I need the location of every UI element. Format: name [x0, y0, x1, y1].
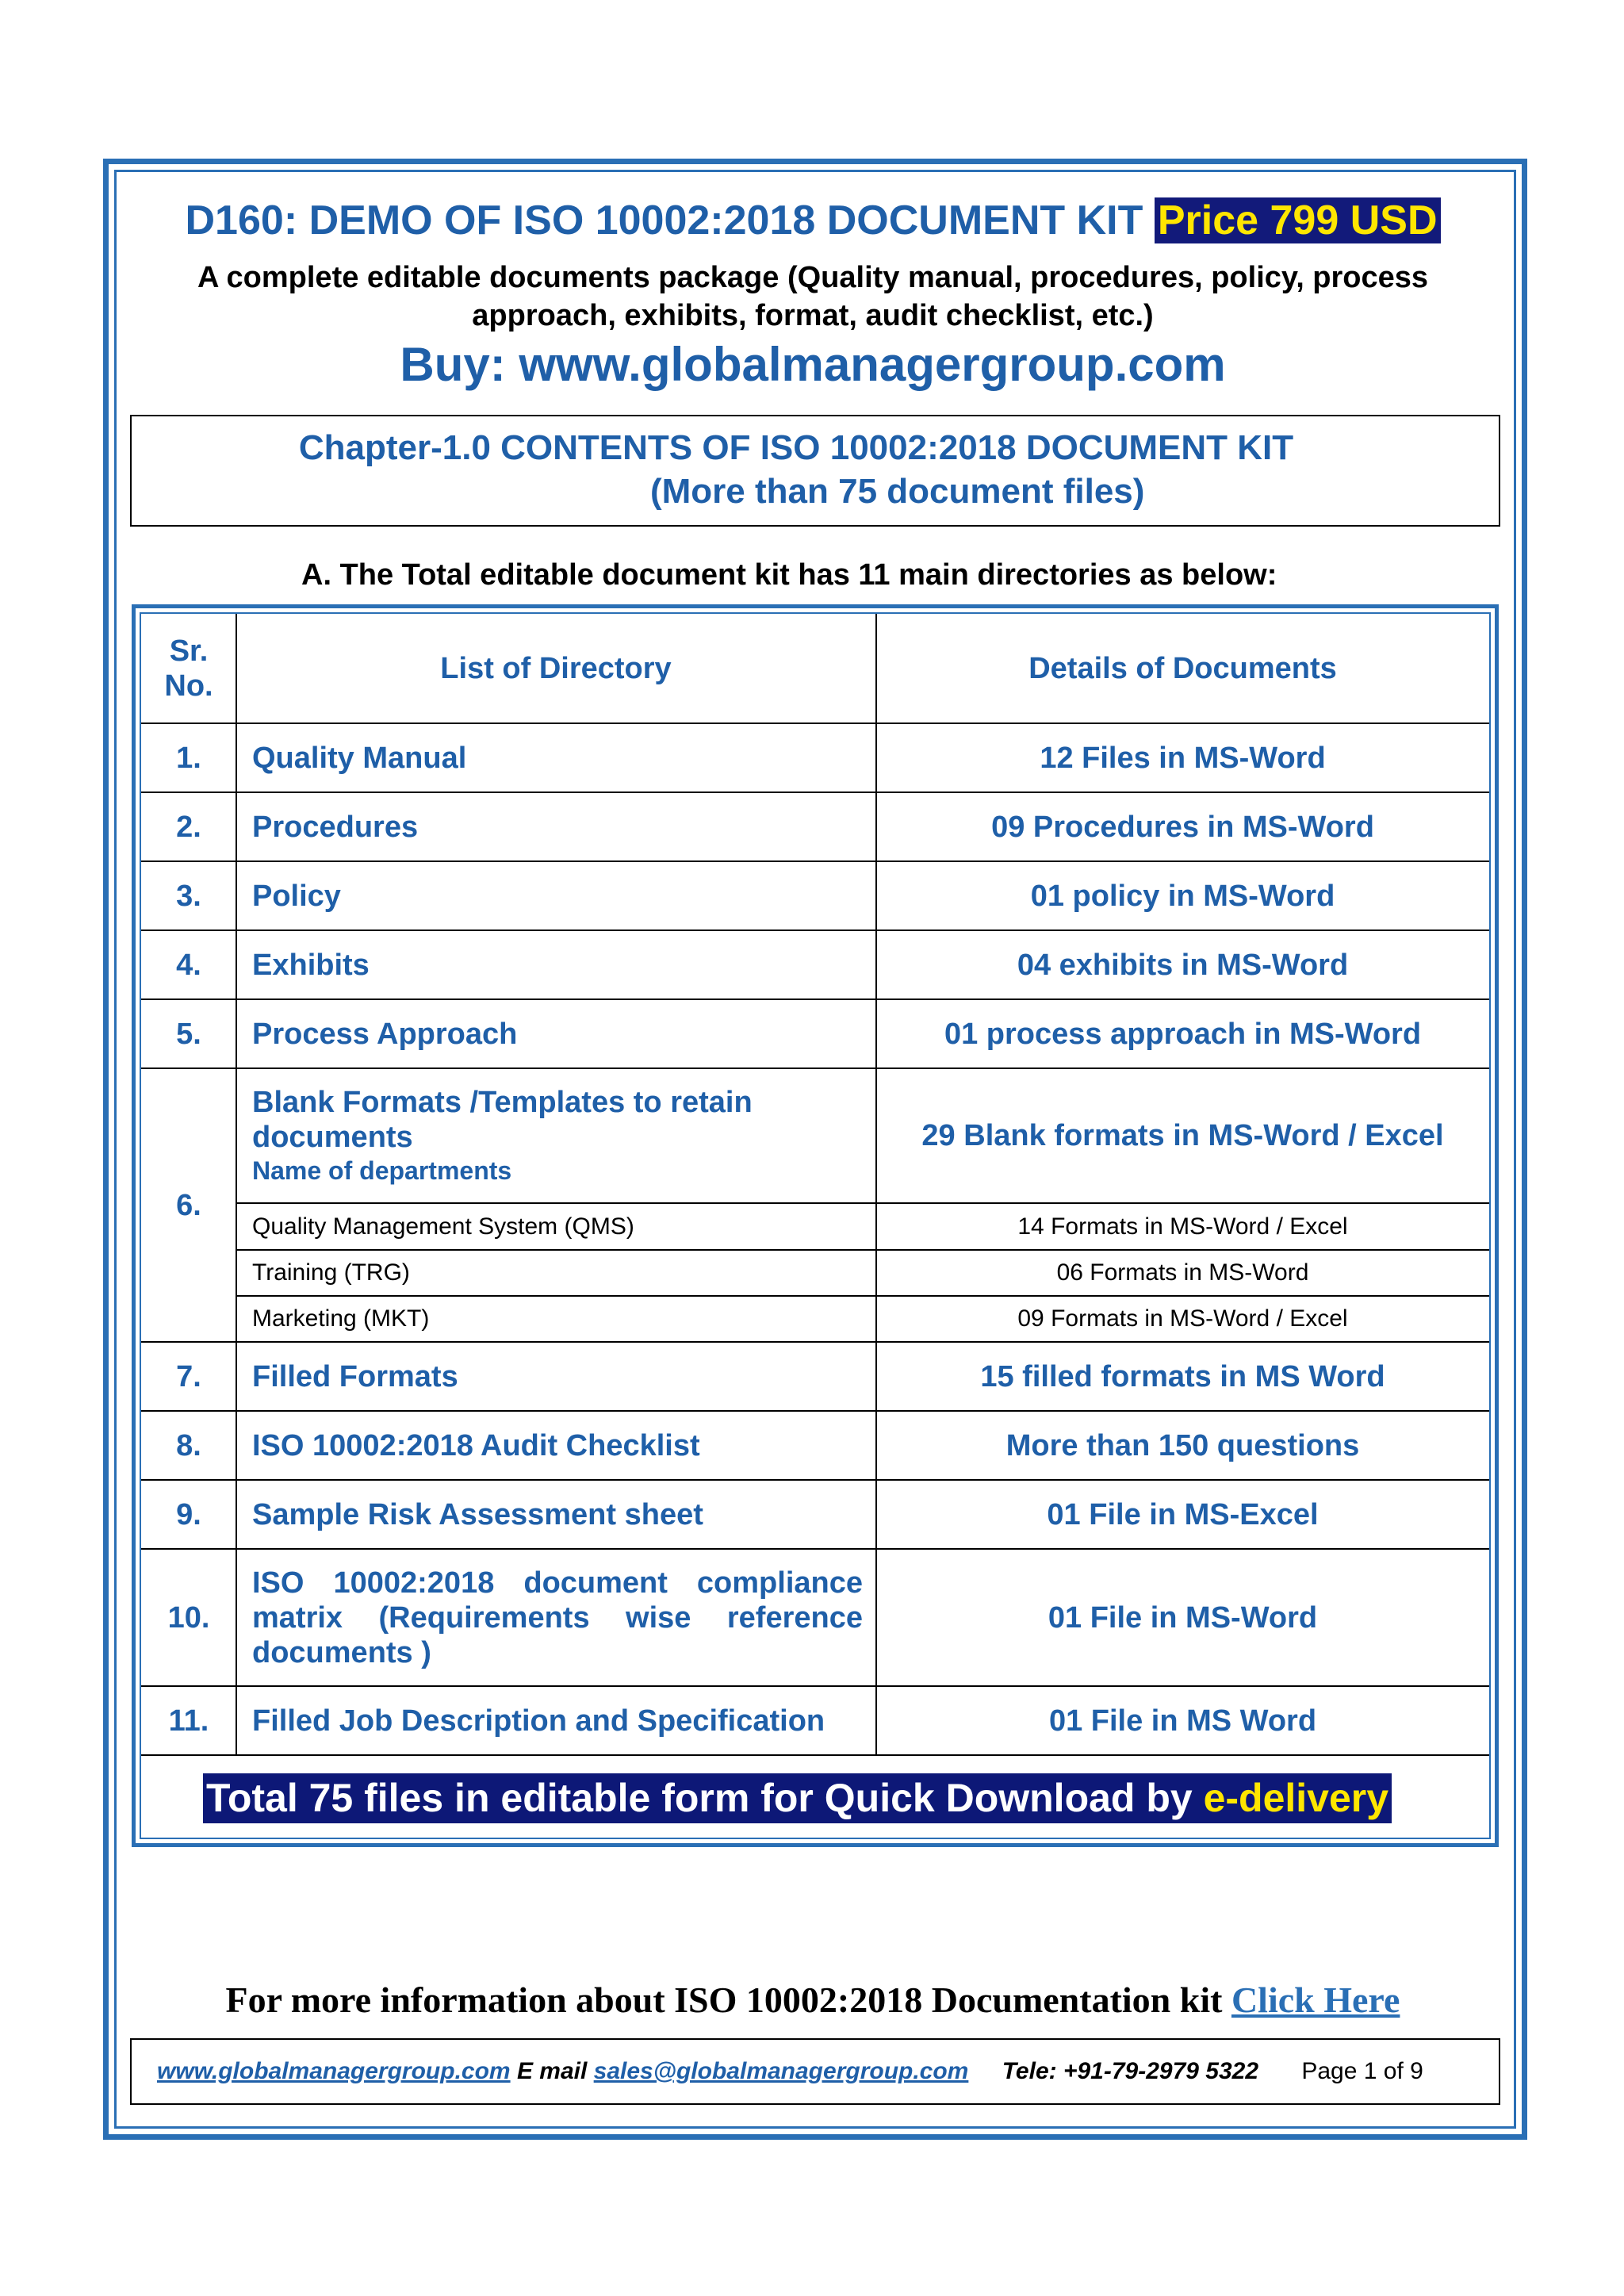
department-name: Quality Management System (QMS): [252, 1213, 634, 1240]
price-badge: Price 799 USD: [1155, 197, 1441, 243]
row-directory: Procedures: [252, 810, 419, 844]
chapter-subheading: (More than 75 document files): [650, 472, 1145, 511]
row-sr: 5.: [176, 1017, 201, 1051]
department-details: 06 Formats in MS-Word: [1056, 1259, 1309, 1286]
row-details: 01 File in MS-Word: [1048, 1600, 1318, 1635]
buy-link[interactable]: Buy: www.globalmanagergroup.com: [400, 338, 1226, 391]
row-directory: Exhibits: [252, 948, 370, 982]
row-details: More than 150 questions: [1005, 1428, 1360, 1462]
directory-line: documents: [252, 1121, 413, 1154]
row-sr: 2.: [176, 810, 201, 844]
department-name: Marketing (MKT): [252, 1305, 430, 1332]
header-sr-line-2: No.: [164, 669, 213, 703]
directory-line: matrix (Requirements wise reference: [252, 1600, 863, 1635]
row-sr: 7.: [176, 1359, 201, 1393]
row-directory: Policy: [252, 879, 341, 913]
row-directory: Process Approach: [252, 1017, 518, 1051]
more-info-text: For more information about ISO 10002:2018 Documentation kit: [225, 1980, 1231, 2020]
header-sr-line-1: Sr.: [169, 634, 209, 668]
row-directory: Filled Formats: [252, 1359, 458, 1393]
row-sr: 1.: [176, 741, 201, 775]
row-details: 09 Procedures in MS-Word: [991, 810, 1374, 844]
row-sr: 3.: [176, 879, 201, 913]
row-directory: Sample Risk Assessment sheet: [252, 1497, 703, 1531]
footer-email-label: E mail: [510, 2058, 594, 2084]
chapter-heading: Chapter-1.0 CONTENTS OF ISO 10002:2018 DOCUMENT KIT: [298, 428, 1294, 467]
department-name: Training (TRG): [252, 1259, 410, 1286]
footer-email-link[interactable]: sales@globalmanagergroup.com: [593, 2058, 969, 2084]
row-directory: Quality Manual: [252, 741, 467, 775]
department-details: 09 Formats in MS-Word / Excel: [1017, 1305, 1348, 1332]
header-details: Details of Documents: [1028, 652, 1337, 685]
row-details: 01 policy in MS-Word: [1030, 879, 1335, 913]
more-info-line: [119, 1976, 1507, 2024]
row-details: 29 Blank formats in MS-Word / Excel: [921, 1119, 1444, 1152]
footer: [157, 2056, 1489, 2087]
row-details: 01 File in MS Word: [1048, 1704, 1317, 1738]
row-sr: 10.: [167, 1600, 210, 1635]
title-text: D160: DEMO OF ISO 10002:2018 DOCUMENT KIT: [185, 197, 1143, 243]
e-delivery-highlight: e-delivery: [1203, 1776, 1389, 1820]
row-sr: 11.: [168, 1704, 209, 1738]
directory-line: Blank Formats /Templates to retain: [252, 1086, 753, 1119]
row-sr: 4.: [176, 948, 201, 982]
footer-phone: Tele: +91-79-2979 5322: [1002, 2058, 1259, 2084]
row-details: 04 exhibits in MS-Word: [1017, 948, 1349, 982]
subtitle: [127, 259, 1499, 335]
row-sr: 8.: [176, 1428, 201, 1462]
row-directory: ISO 10002:2018 Audit Checklist: [252, 1428, 700, 1462]
row-sr: 6.: [176, 1188, 201, 1222]
row-directory: [252, 1068, 863, 1203]
directory-line: ISO 10002:2018 document compliance: [252, 1566, 863, 1600]
click-here-link[interactable]: Click Here: [1231, 1980, 1400, 2020]
department-details: 14 Formats in MS-Word / Excel: [1017, 1213, 1348, 1240]
row-details: 01 process approach in MS-Word: [944, 1017, 1422, 1051]
header-sr-no: [141, 614, 236, 723]
header-directory: List of Directory: [440, 652, 672, 685]
row-details: 12 Files in MS-Word: [1040, 741, 1326, 775]
directory-line: documents ): [252, 1635, 431, 1669]
row-sr: 9.: [176, 1497, 201, 1531]
total-files-banner: [203, 1773, 1392, 1823]
row-details: 15 filled formats in MS Word: [980, 1359, 1385, 1393]
row-directory: [252, 1549, 863, 1686]
departments-label: Name of departments: [252, 1156, 512, 1185]
row-details: 01 File in MS-Excel: [1047, 1497, 1319, 1531]
row-directory: Filled Job Description and Specification: [252, 1704, 825, 1738]
subtitle-line-1: A complete editable documents package (Quality manual, procedures, policy, process: [197, 261, 1429, 294]
page-number: Page 1 of 9: [1301, 2058, 1423, 2084]
total-text: Total 75 files in editable form for Quick Download by: [206, 1776, 1204, 1820]
section-a-heading: A. The Total editable document kit has 11 main directories as below:: [301, 558, 1277, 592]
footer-website-link[interactable]: www.globalmanagergroup.com: [157, 2058, 511, 2084]
document-title: [119, 193, 1507, 248]
subtitle-line-2: approach, exhibits, format, audit checklist, etc.): [472, 299, 1154, 332]
